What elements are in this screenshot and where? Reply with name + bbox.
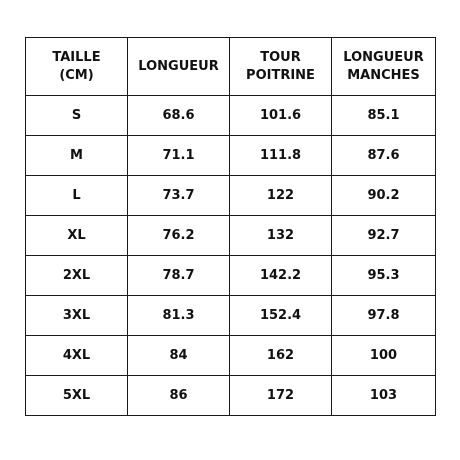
cell-sleeve: 90.2 <box>332 176 436 216</box>
cell-size: 5XL <box>26 376 128 416</box>
table-header <box>26 38 436 96</box>
cell-chest: 111.8 <box>230 136 332 176</box>
cell-sleeve: 85.1 <box>332 96 436 136</box>
cell-size: 4XL <box>26 336 128 376</box>
table-body <box>26 96 436 416</box>
header-sleeve-line-1: LONGUEUR <box>343 49 424 65</box>
cell-length: 68.6 <box>128 96 230 136</box>
cell-size: M <box>26 136 128 176</box>
cell-sleeve: 100 <box>332 336 436 376</box>
cell-length: 76.2 <box>128 216 230 256</box>
header-chest <box>230 38 332 96</box>
header-row <box>26 38 436 96</box>
cell-length: 81.3 <box>128 296 230 336</box>
table-row <box>26 96 436 136</box>
table-row <box>26 256 436 296</box>
cell-size: L <box>26 176 128 216</box>
cell-sleeve: 103 <box>332 376 436 416</box>
header-length-line-1: LONGUEUR <box>138 58 219 74</box>
cell-sleeve: 97.8 <box>332 296 436 336</box>
size-chart-table <box>25 37 436 416</box>
cell-length: 71.1 <box>128 136 230 176</box>
table-row <box>26 176 436 216</box>
cell-size: 2XL <box>26 256 128 296</box>
header-size-line-2: (CM) <box>59 67 94 83</box>
cell-size: S <box>26 96 128 136</box>
header-size-line-1: TAILLE <box>52 49 101 65</box>
cell-size: XL <box>26 216 128 256</box>
cell-chest: 122 <box>230 176 332 216</box>
cell-length: 73.7 <box>128 176 230 216</box>
header-sleeve-line-2: MANCHES <box>347 67 420 83</box>
cell-length: 78.7 <box>128 256 230 296</box>
cell-sleeve: 95.3 <box>332 256 436 296</box>
cell-sleeve: 92.7 <box>332 216 436 256</box>
cell-length: 84 <box>128 336 230 376</box>
cell-size: 3XL <box>26 296 128 336</box>
cell-chest: 101.6 <box>230 96 332 136</box>
table-row <box>26 336 436 376</box>
cell-chest: 162 <box>230 336 332 376</box>
cell-chest: 142.2 <box>230 256 332 296</box>
table-row <box>26 376 436 416</box>
table-row <box>26 136 436 176</box>
cell-chest: 152.4 <box>230 296 332 336</box>
cell-chest: 132 <box>230 216 332 256</box>
cell-length: 86 <box>128 376 230 416</box>
header-length <box>128 38 230 96</box>
table-row <box>26 296 436 336</box>
cell-chest: 172 <box>230 376 332 416</box>
header-chest-line-2: POITRINE <box>246 67 315 83</box>
header-size <box>26 38 128 96</box>
cell-sleeve: 87.6 <box>332 136 436 176</box>
header-chest-line-1: TOUR <box>260 49 301 65</box>
table-row <box>26 216 436 256</box>
header-sleeve <box>332 38 436 96</box>
